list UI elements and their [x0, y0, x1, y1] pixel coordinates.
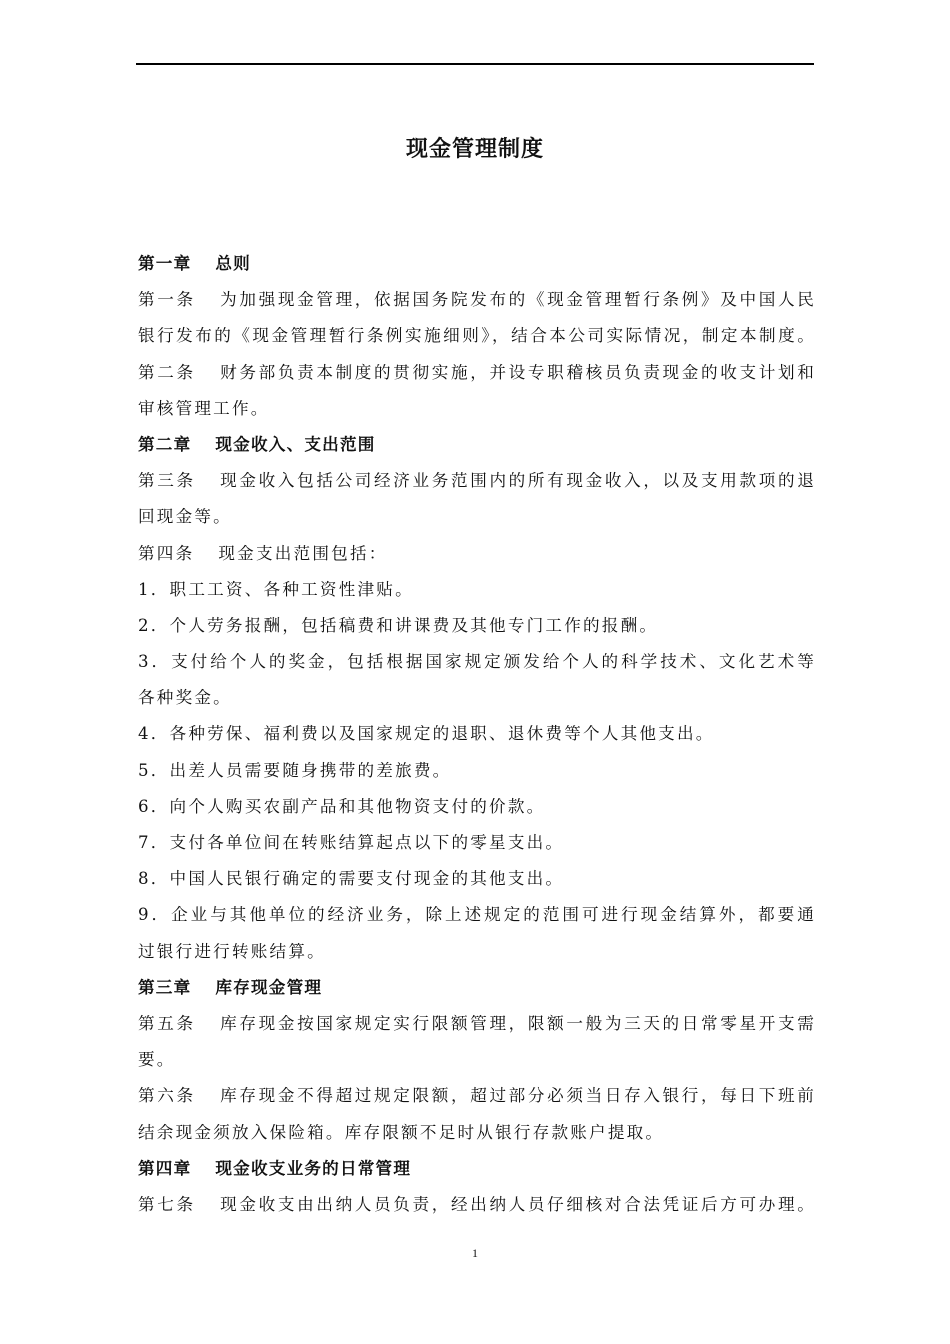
text-line: 8．中国人民银行确定的需要支付现金的其他支出。 [138, 869, 565, 889]
text-line: 各种奖金。 [138, 688, 232, 708]
chapter-heading: 第二章 现金收入、支出范围 [138, 434, 376, 454]
document-body [138, 246, 816, 1223]
text-line: 过银行进行转账结算。 [138, 941, 326, 961]
text-line: 结余现金须放入保险箱。库存限额不足时从银行存款账户提取。 [138, 1122, 665, 1142]
text-line: 第五条 库存现金按国家规定实行限额管理，限额一般为三天的日常零星开支需 [138, 1013, 816, 1033]
text-line: 3．支付给个人的奖金，包括根据国家规定颁发给个人的科学技术、文化艺术等 [138, 652, 816, 672]
text-line: 回现金等。 [138, 507, 232, 527]
text-line: 审核管理工作。 [138, 398, 270, 418]
chapter-heading: 第四章 现金收支业务的日常管理 [138, 1158, 412, 1178]
chapter-heading: 第三章 库存现金管理 [138, 977, 323, 997]
text-line: 7．支付各单位间在转账结算起点以下的零星支出。 [138, 833, 565, 852]
text-line: 1．职工工资、各种工资性津贴。 [138, 579, 414, 599]
text-line: 9．企业与其他单位的经济业务，除上述规定的范围可进行现金结算外，都要通 [138, 905, 816, 925]
text-line: 第四条 现金支出范围包括： [138, 543, 388, 563]
text-line: 第六条 库存现金不得超过规定限额，超过部分必须当日存入银行，每日下班前 [138, 1086, 816, 1106]
chapter-heading: 第一章 总则 [138, 254, 251, 273]
text-line: 第二条 财务部负责本制度的贯彻实施，并设专职稽核员负责现金的收支计划和 [138, 362, 816, 382]
text-line: 第七条 现金收支由出纳人员负责，经出纳人员仔细核对合法凭证后方可办理。 [138, 1194, 816, 1214]
text-line: 2．个人劳务报酬，包括稿费和讲课费及其他专门工作的报酬。 [138, 615, 659, 635]
text-line: 银行发布的《现金管理暂行条例实施细则》，结合本公司实际情况，制定本制度。 [138, 326, 816, 346]
text-line: 6．向个人购买农副产品和其他物资支付的价款。 [138, 796, 546, 816]
text-line: 第一条 为加强现金管理，依据国务院发布的《现金管理暂行条例》及中国人民 [138, 290, 816, 310]
document-title: 现金管理制度 [405, 137, 544, 162]
header-rule [136, 63, 814, 65]
text-line: 4．各种劳保、福利费以及国家规定的退职、退休费等个人其他支出。 [138, 724, 715, 744]
page-number: 1 [472, 1246, 478, 1260]
text-line: 第三条 现金收入包括公司经济业务范围内的所有现金收入，以及支用款项的退 [138, 471, 816, 491]
text-line: 5．出差人员需要随身携带的差旅费。 [138, 760, 452, 780]
text-line: 要。 [138, 1050, 176, 1070]
